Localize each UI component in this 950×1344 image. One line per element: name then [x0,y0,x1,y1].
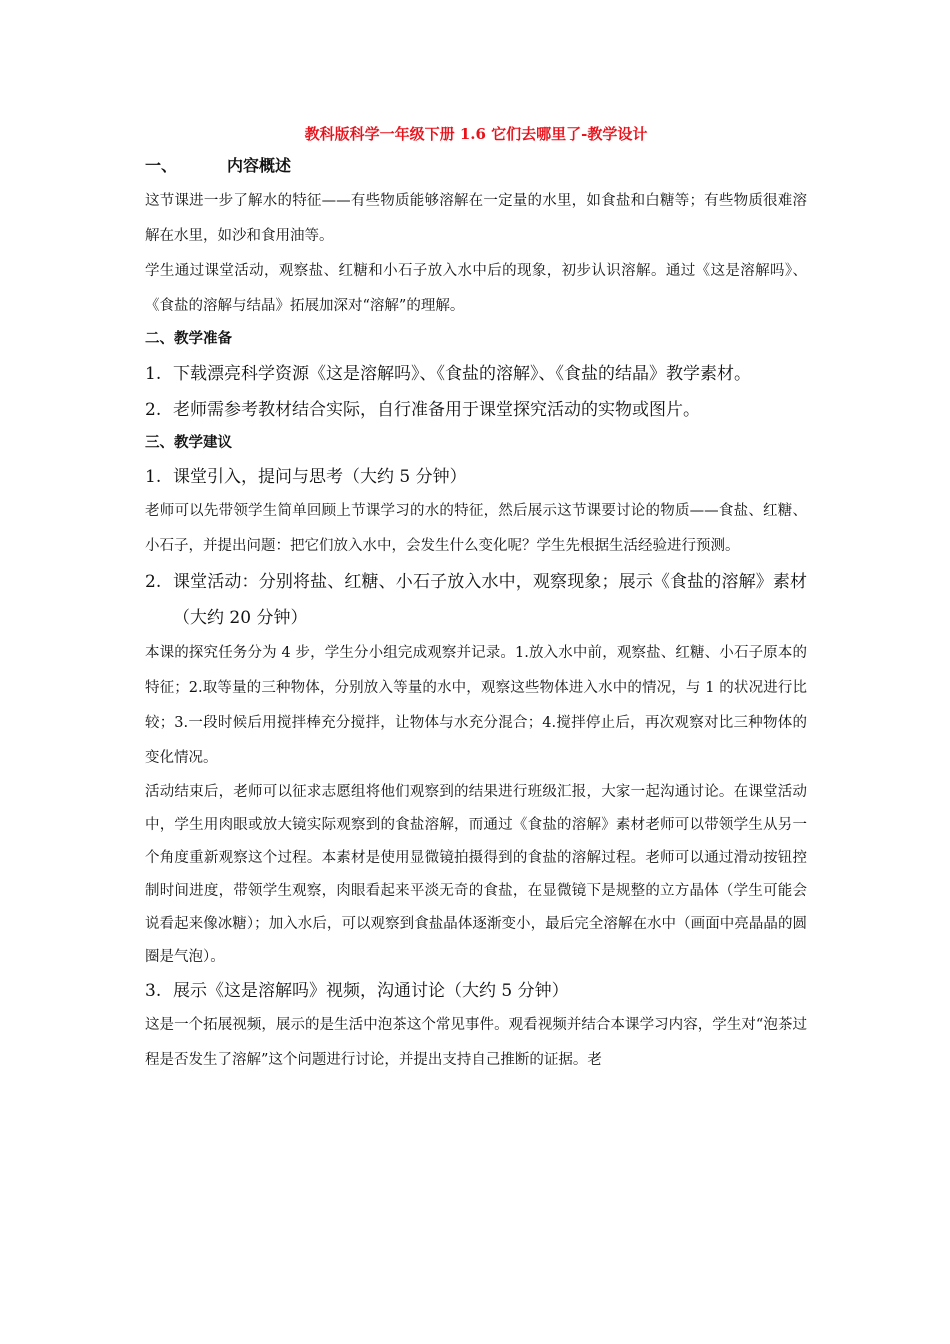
overview-paragraph-1: 这节课进一步了解水的特征——有些物质能够溶解在一定量的水里，如食盐和白糖等；有些物质很难溶解在水里，如沙和食用油等。 [145,193,807,244]
preparation-item [145,356,807,392]
suggestion-item-2 [145,564,807,636]
suggestion-3-paragraph: 这是一个拓展视频，展示的是生活中泡茶这个常见事件。观看视频并结合本课学习内容，学生对“泡茶过程是否发生了溶解”这个问题进行讨论，并提出支持自己推断的证据。老 [145,1017,807,1068]
list-number: 3. [145,981,162,1001]
list-number: 1. [145,364,162,384]
list-number: 1. [145,467,162,487]
document-body [145,122,807,1078]
list-text: 老师需参考教材结合实际，自行准备用于课堂探究活动的实物或图片。 [173,400,700,420]
list-text: 课堂活动：分别将盐、红糖、小石子放入水中，观察现象；展示《食盐的溶解》素材（大约 20 分钟） [173,572,807,628]
section-heading-overview [145,154,807,178]
section-heading-suggestions: 三、教学建议 [145,434,232,451]
section-heading-preparation: 二、教学准备 [145,330,232,347]
list-number: 2. [145,400,162,420]
preparation-item [145,392,807,428]
overview-paragraph-2: 学生通过课堂活动，观察盐、红糖和小石子放入水中后的现象，初步认识溶解。通过《这是溶解吗》、《食盐的溶解与结晶》拓展加深对“溶解”的理解。 [145,263,807,314]
list-text: 课堂引入，提问与思考（大约 5 分钟） [173,467,467,487]
list-text: 下载漂亮科学资源《这是溶解吗》、《食盐的溶解》、《食盐的结晶》教学素材。 [173,364,751,384]
list-text: 展示《这是溶解吗》视频，沟通讨论（大约 5 分钟） [173,981,569,1001]
document-title: 教科版科学一年级下册 1.6 它们去哪里了-教学设计 [304,125,648,143]
suggestion-item-1 [145,460,807,494]
suggestion-2-paragraph-1: 本课的探究任务分为 4 步，学生分小组完成观察并记录。1.放入水中前，观察盐、红糖、小石子原本的特征；2.取等量的三种物体，分别放入等量的水中，观察这些物体进入水中的情况，与 1 的状况进行比较；3.一段时候后用搅拌棒充分搅拌，让物体与水充分混合；4.搅拌停止后，再次观察对比三种物体的变化情况。 [145,645,807,766]
suggestion-2-paragraph-2: 活动结束后，老师可以征求志愿组将他们观察到的结果进行班级汇报，大家一起沟通讨论。在课堂活动中，学生用肉眼或放大镜实际观察到的食盐溶解，而通过《食盐的溶解》素材老师可以带领学生从另一个角度重新观察这个过程。本素材是使用显微镜拍摄得到的食盐的溶解过程。老师可以通过滑动按钮控制时间进度，带领学生观察，肉眼看起来平淡无奇的食盐，在显微镜下是规整的立方晶体（学生可能会说看起来像冰糖）；加入水后，可以观察到食盐晶体逐渐变小，最后完全溶解在水中（画面中亮晶晶的圆圈是气泡）。 [145,784,807,965]
section-title: 内容概述 [227,156,292,175]
section-number: 一、 [145,156,178,175]
suggestion-item-3 [145,974,807,1008]
list-number: 2. [145,572,162,592]
suggestion-1-paragraph: 老师可以先带领学生简单回顾上节课学习的水的特征，然后展示这节课要讨论的物质——食盐、红糖、小石子，并提出问题：把它们放入水中，会发生什么变化呢？学生先根据生活经验进行预测。 [145,503,807,554]
